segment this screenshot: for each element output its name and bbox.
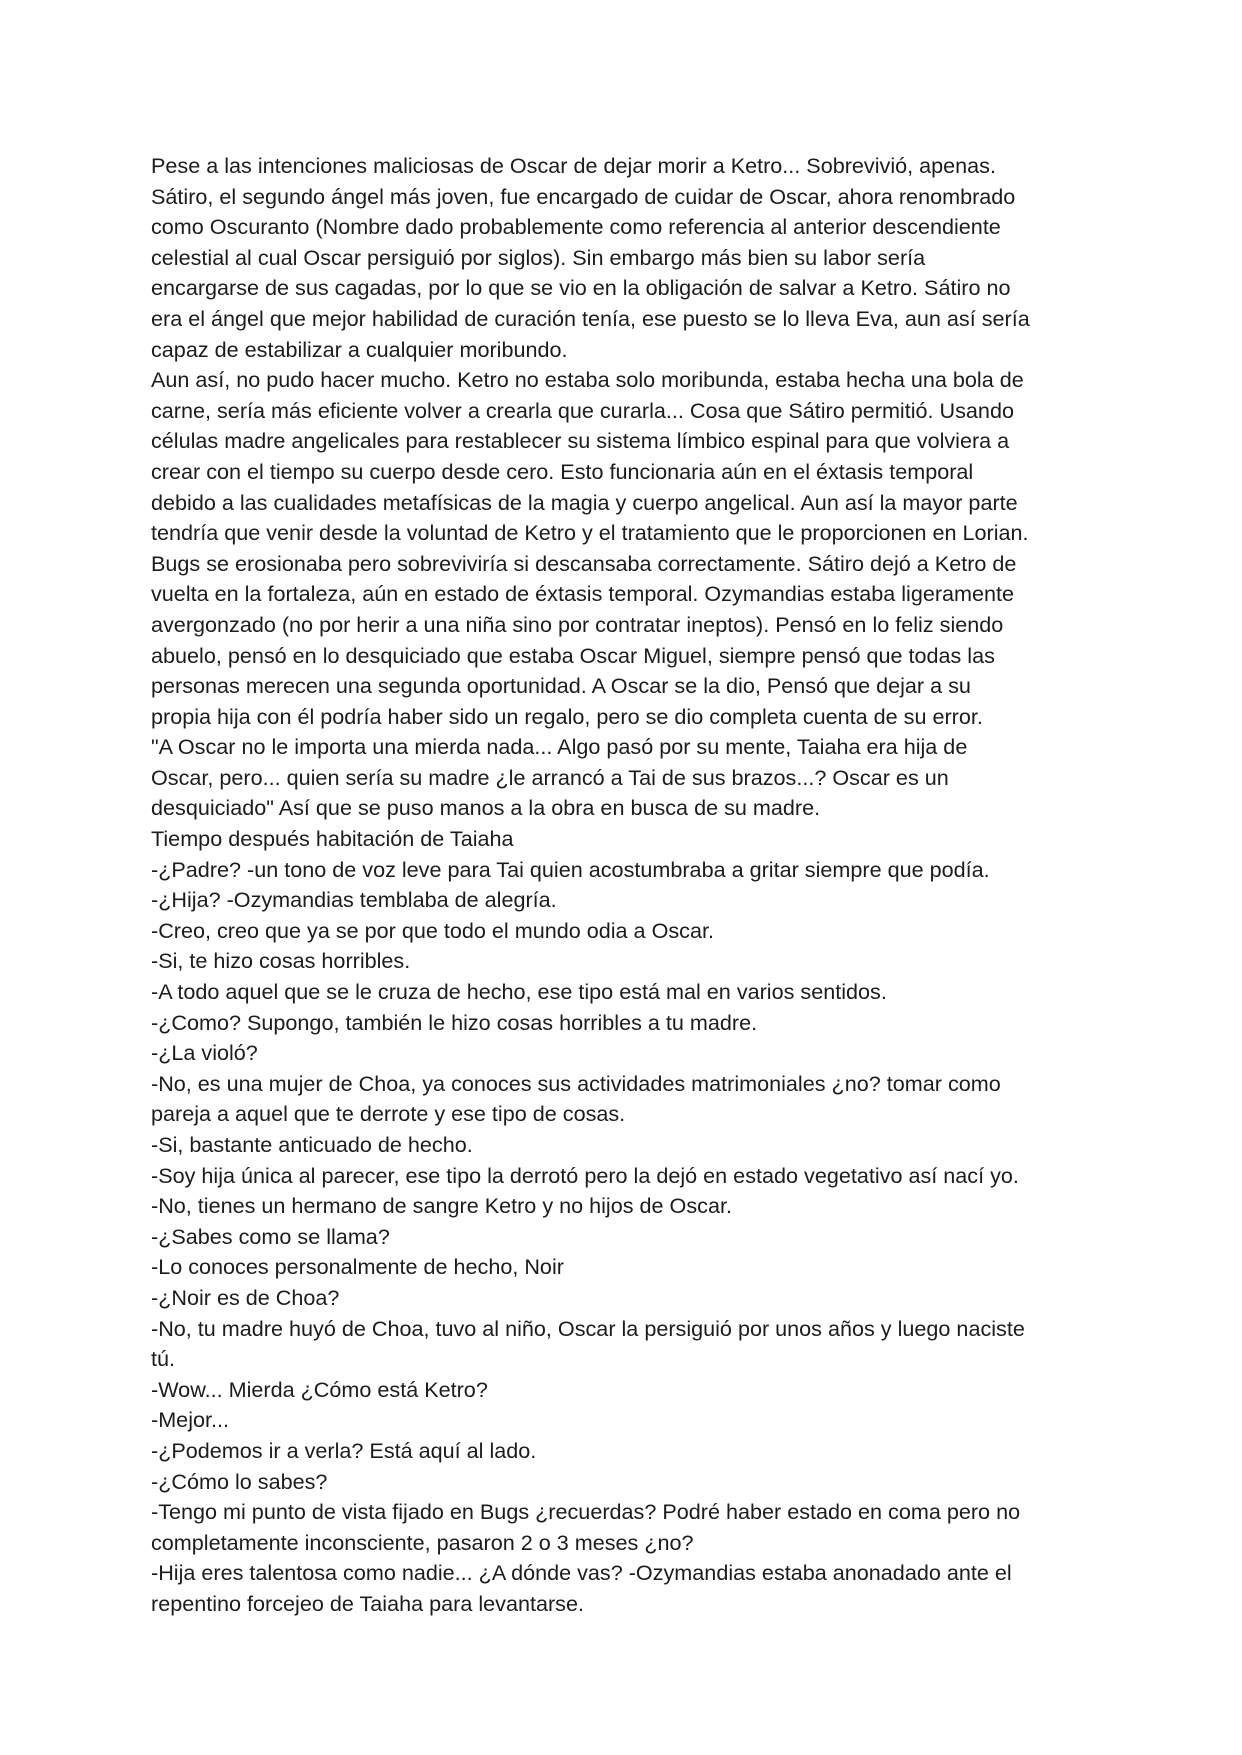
text-line: -Mejor... xyxy=(151,1407,229,1433)
text-line: debido a las cualidades metafísicas de la magia y cuerpo angelical. Aun así la mayor parte xyxy=(151,489,1018,515)
text-line: -Wow... Mierda ¿Cómo está Ketro? xyxy=(151,1376,488,1402)
text-line: -Soy hija única al parecer, ese tipo la derrotó pero la dejó en estado vegetativo así nací yo. xyxy=(151,1162,1019,1188)
text-line: -Si, bastante anticuado de hecho. xyxy=(151,1132,473,1157)
text-line: -Lo conoces personalmente de hecho, Noir xyxy=(151,1254,564,1280)
text-line: desquiciado" Así que se puso manos a la obra en busca de su madre. xyxy=(151,795,821,821)
text-line: capaz de estabilizar a cualquier moribundo. xyxy=(151,336,568,362)
text-line: Aun así, no pudo hacer mucho. Ketro no estaba solo moribunda, estaba hecha una bola de xyxy=(151,367,1024,393)
text-line: vuelta en la fortaleza, aún en estado de éxtasis temporal. Ozymandias estaba ligeramente xyxy=(151,581,1015,607)
text-line: Bugs se erosionaba pero sobreviviría si descansaba correctamente. Sátiro dejó a Ketro de xyxy=(151,550,1017,576)
text-line: -¿Podemos ir a verla? Está aquí al lado. xyxy=(151,1437,537,1463)
text-line: -Tengo mi punto de vista fijado en Bugs ¿recuerdas? Podré haber estado en coma pero no xyxy=(151,1499,1021,1525)
text-line: tú. xyxy=(151,1346,176,1372)
text-line: Sátiro, el segundo ángel más joven, fue encargado de cuidar de Oscar, ahora renombrado xyxy=(151,183,1016,209)
text-line: avergonzado (no por herir a una niña sino por contratar ineptos). Pensó en lo feliz siendo xyxy=(151,611,1004,637)
text-line: celestial al cual Oscar persiguió por siglos). Sin embargo más bien su labor sería xyxy=(151,244,926,270)
text-line: propia hija con él podría haber sido un regalo, pero se dio completa cuenta de su error. xyxy=(151,703,983,729)
text-line: -¿Cómo lo sabes? xyxy=(151,1468,328,1494)
text-line: -Si, te hizo cosas horribles. xyxy=(151,948,411,974)
text-line: Oscar, pero... quien sería su madre ¿le arrancó a Tai de sus brazos...? Oscar es un xyxy=(151,764,949,790)
text-line: -No, es una mujer de Choa, ya conoces sus actividades matrimoniales ¿no? tomar como xyxy=(151,1070,1001,1096)
text-line: carne, sería más eficiente volver a crearla que curarla... Cosa que Sátiro permitió. Usando xyxy=(151,397,1014,423)
text-line: completamente inconsciente, pasaron 2 o 3 meses ¿no? xyxy=(151,1529,694,1555)
text-line: "A Oscar no le importa una mierda nada... Algo pasó por su mente, Taiaha era hija de xyxy=(151,734,968,760)
text-line: era el ángel que mejor habilidad de curación tenía, ese puesto se lo lleva Eva, aun así sería xyxy=(151,305,1030,331)
text-line: -¿Hija? -Ozymandias temblaba de alegría. xyxy=(151,887,557,913)
text-line: crear con el tiempo su cuerpo desde cero. Esto funcionaria aún en el éxtasis temporal xyxy=(151,458,974,484)
text-line: -No, tu madre huyó de Choa, tuvo al niño, Oscar la persiguió por unos años y luego naciste xyxy=(151,1315,1025,1341)
text-line: -No, tienes un hermano de sangre Ketro y no hijos de Oscar. xyxy=(151,1193,732,1219)
text-line: como Oscuranto (Nombre dado probablemente como referencia al anterior descendiente xyxy=(151,214,1001,240)
text-line: -Hija eres talentosa como nadie... ¿A dónde vas? -Ozymandias estaba anonadado ante el xyxy=(151,1560,1012,1586)
text-line: Tiempo después habitación de Taiaha xyxy=(151,826,514,852)
text-line: personas merecen una segunda oportunidad. A Oscar se la dio, Pensó que dejar a su xyxy=(151,673,971,699)
text-line: -¿Sabes como se llama? xyxy=(151,1223,390,1249)
text-line: -¿Noir es de Choa? xyxy=(151,1284,340,1310)
text-line: -A todo aquel que se le cruza de hecho, ese tipo está mal en varios sentidos. xyxy=(151,979,887,1005)
text-line: tendría que venir desde la voluntad de Ketro y el tratamiento que le proporcionen en Lorian. xyxy=(151,520,1029,546)
text-line: Pese a las intenciones maliciosas de Oscar de dejar morir a Ketro... Sobrevivió, apenas. xyxy=(151,153,996,178)
text-line: -¿Como? Supongo, también le hizo cosas horribles a tu madre. xyxy=(151,1009,758,1035)
text-line: abuelo, pensó en lo desquiciado que estaba Oscar Miguel, siempre pensó que todas las xyxy=(151,642,995,668)
text-line: pareja a aquel que te derrote y ese tipo de cosas. xyxy=(151,1101,626,1127)
document-body-text xyxy=(151,151,1161,1620)
text-line: -¿La violó? xyxy=(151,1040,258,1066)
text-line: -¿Padre? -un tono de voz leve para Tai quien acostumbraba a gritar siempre que podía. xyxy=(151,856,990,882)
text-line: encargarse de sus cagadas, por lo que se vio en la obligación de salvar a Ketro. Sátiro no xyxy=(151,275,1011,301)
text-line: células madre angelicales para restablecer su sistema límbico espinal para que volviera a xyxy=(151,428,1010,454)
text-line: repentino forcejeo de Taiaha para levantarse. xyxy=(151,1590,584,1616)
text-line: -Creo, creo que ya se por que todo el mundo odia a Oscar. xyxy=(151,917,714,943)
